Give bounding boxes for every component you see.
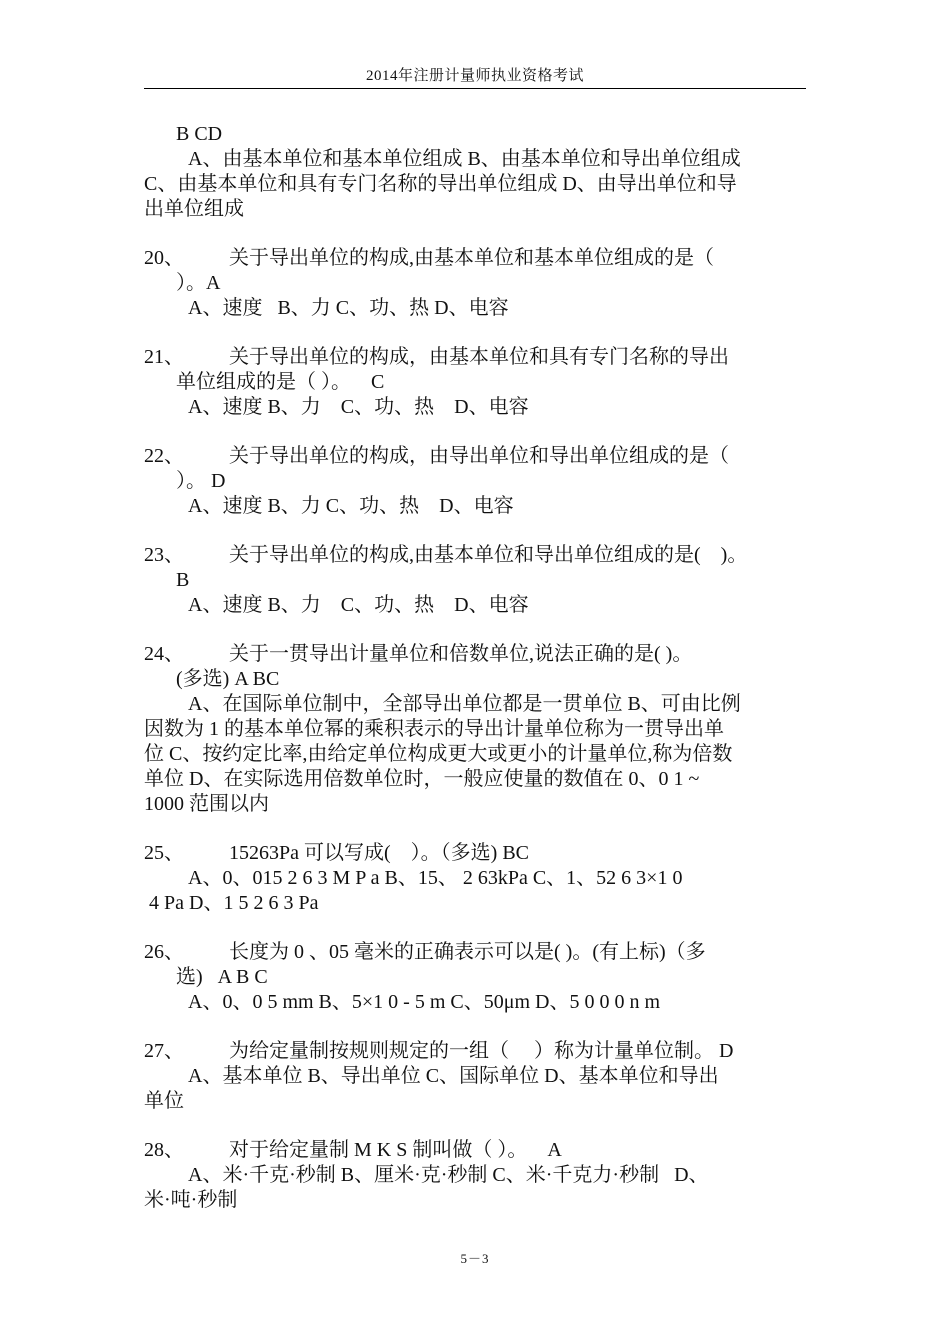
prev-options-line: C、由基本单位和具有专门名称的导出单位组成 D、由导出单位和导 [144, 173, 737, 195]
question-22-answer: ）。 D [176, 470, 226, 492]
question-20-options: A、速度 B、力 C、功、热 D、电容 [188, 297, 509, 319]
question-27-options: 单位 [144, 1090, 184, 1112]
question-21-answer: 单位组成的是（ ）。 C [176, 371, 385, 393]
document-body [144, 122, 806, 1213]
question-24-answer: (多选) A BC [176, 668, 280, 690]
question-22-options: A、速度 B、力 C、功、热 D、电容 [188, 495, 514, 517]
question-25-stem: 25、 15263Pa 可以写成( ）。（多选) BC [144, 842, 529, 864]
header-divider [144, 88, 806, 89]
question-20-stem: 20、 关于导出单位的构成,由基本单位和基本单位组成的是（ [144, 247, 714, 269]
question-25-options: 4 Pa D、1 5 2 6 3 Pa [144, 892, 319, 914]
question-24-options: 位 C、按约定比率,由给定单位构成更大或更小的计量单位,称为倍数 [144, 743, 733, 765]
question-27-options: A、基本单位 B、导出单位 C、国际单位 D、基本单位和导出 [188, 1065, 719, 1087]
question-24-stem: 24、 关于一贯导出计量单位和倍数单位,说法正确的是( )。 [144, 643, 693, 665]
question-24-options: 因数为 1 的基本单位幂的乘积表示的导出计量单位称为一贯导出单 [144, 718, 724, 740]
question-23-answer: B [176, 569, 190, 591]
question-24-options: A、在国际单位制中，全部导出单位都是一贯单位 B、可由比例 [188, 693, 741, 715]
prev-options-line: A、由基本单位和基本单位组成 B、由基本单位和导出单位组成 [188, 148, 741, 170]
question-22-stem: 22、 关于导出单位的构成，由导出单位和导出单位组成的是（ [144, 445, 729, 467]
question-24-options: 1000 范围以内 [144, 793, 269, 815]
question-21-options: A、速度 B、力 C、功、热 D、电容 [188, 396, 529, 418]
question-23-stem: 23、 关于导出单位的构成,由基本单位和导出单位组成的是( )。 [144, 544, 748, 566]
question-26-stem: 26、 长度为 0 、05 毫米的正确表示可以是( )。(有上标)（多 [144, 941, 706, 963]
question-23-options: A、速度 B、力 C、功、热 D、电容 [188, 594, 529, 616]
question-25-options: A、0、015 2 6 3 M P a B、15、 2 63kPa C、1、52 6 3×1 0 [188, 867, 683, 889]
question-27-stem: 27、 为给定量制按规则规定的一组（ ）称为计量单位制。 D [144, 1040, 734, 1062]
question-24-options: 单位 D、在实际选用倍数单位时，一般应使量的数值在 0、0 1 ~ [144, 768, 700, 790]
page-number: 5－3 [460, 1251, 490, 1266]
prev-answer: B CD [176, 123, 223, 145]
page-header-title: 2014年注册计量师执业资格考试 [365, 68, 584, 84]
prev-options-line: 出单位组成 [144, 198, 244, 220]
question-21-stem: 21、 关于导出单位的构成，由基本单位和具有专门名称的导出 [144, 346, 729, 368]
question-26-options: A、0、0 5 mm B、5×1 0 - 5 m C、50μm D、5 0 0 0 n m [188, 991, 661, 1013]
question-28-options: A、米·千克·秒制 B、厘米·克·秒制 C、米·千克力·秒制 D、 [188, 1164, 709, 1186]
question-20-answer: ）。A [176, 272, 221, 294]
question-26-answer: 选) A B C [176, 966, 268, 988]
question-28-options: 米·吨·秒制 [144, 1189, 238, 1211]
question-28-stem: 28、 对于给定量制 M K S 制叫做（ ）。 A [144, 1139, 562, 1161]
